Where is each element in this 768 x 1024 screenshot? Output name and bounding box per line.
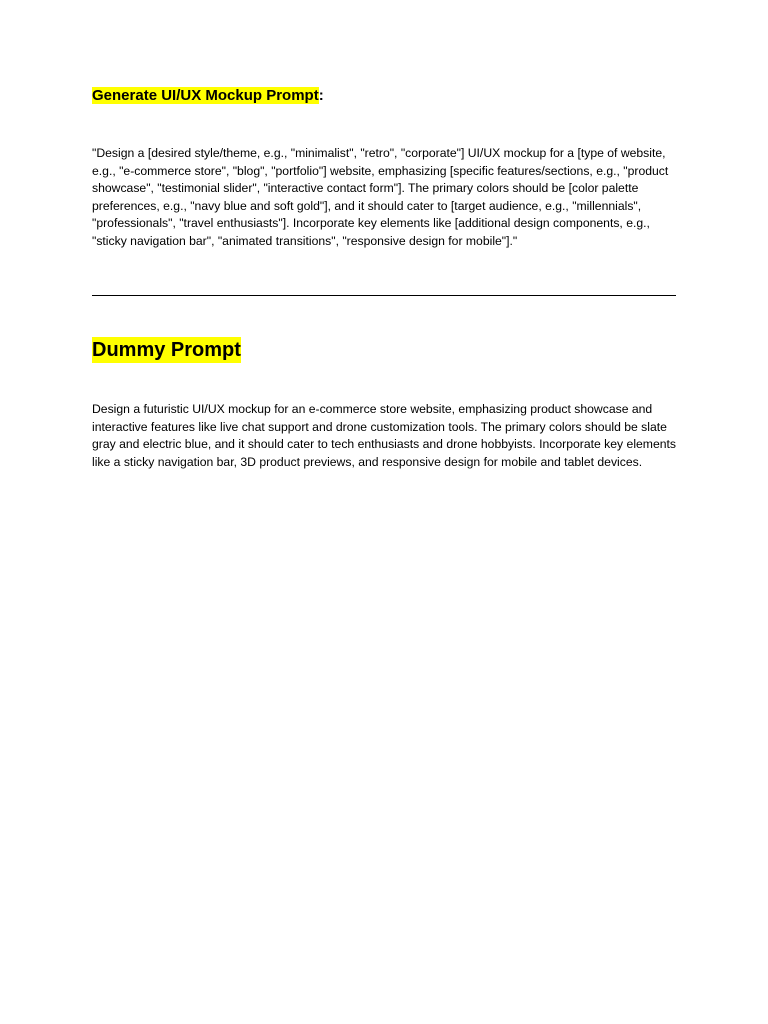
section-heading-dummy-prompt: Dummy Prompt (92, 339, 241, 361)
heading-highlight-text: Generate UI/UX Mockup Prompt (92, 87, 319, 104)
section-heading-generate-prompt (92, 86, 324, 106)
heading-colon: : (318, 87, 324, 104)
horizontal-divider (92, 295, 676, 296)
template-prompt-paragraph: "Design a [desired style/theme, e.g., "minimalist", "retro", "corporate"] UI/UX mockup for a [type of website, e.g., "e-commerce store", "blog", "portfolio"] website, emphasizing [specific features/sections, e.g., "product showcase", "testimonial slider", "interactive contact form"]. The primary colors should be [color palette preferences, e.g., "navy blue and soft gold"], and it should cater to [target audience, e.g., "millennials", "professionals", "travel enthusiasts"]. Incorporate key elements like [additional design components, e.g., "sticky navigation bar", "animated transitions", "responsive design for mobile"]." (92, 146, 669, 248)
dummy-prompt-paragraph: Design a futuristic UI/UX mockup for an e-commerce store website, emphasizing product showcase and interactive features like live chat support and drone customization tools. The primary colors should be slate gray and electric blue, and it should cater to tech enthusiasts and drone hobbyists. Incorporate key elements like a sticky navigation bar, 3D product previews, and responsive design for mobile and tablet devices. (92, 402, 676, 469)
